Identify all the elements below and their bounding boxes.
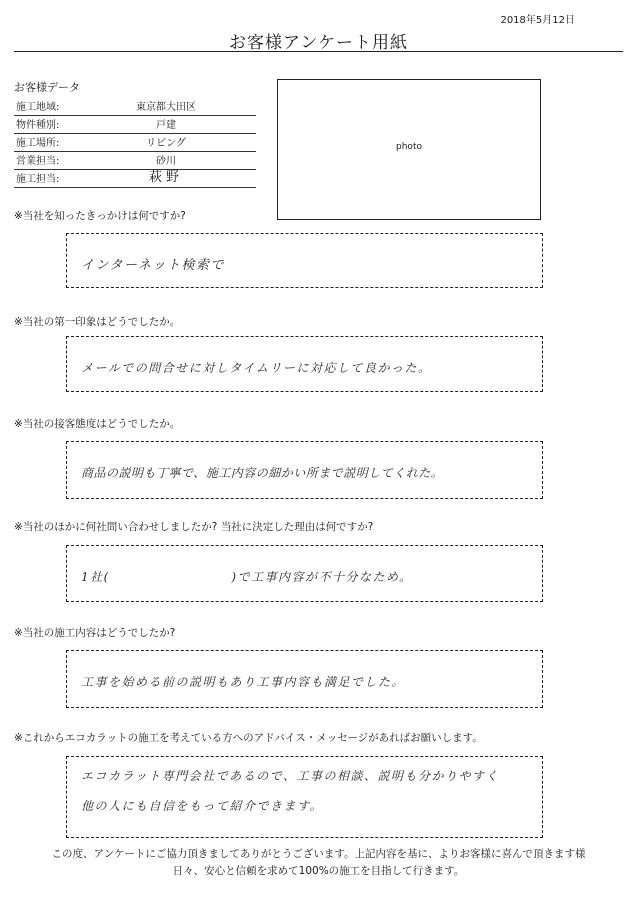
row-value: リビング [146,138,186,149]
footer-line-1: この度、アンケートにご協力頂きましてありがとうございます。上記内容を基に、よりお客様に喜んで頂きます様 [51,848,586,860]
row-value-handwritten: 萩野 [148,170,183,185]
question-1: ※当社を知ったきっかけは何ですか? [14,210,186,222]
question-5: ※当社の施工内容はどうでしたか? [14,627,176,639]
row-value: 砂川 [156,156,176,167]
survey-date: 2018年5月12日 [500,15,575,26]
question-6: ※これからエコカラットの施工を考えている方へのアドバイス・メッセージがあればお願いします。 [14,732,483,744]
answer-box-3 [66,441,543,499]
answer-6-line-1: エコカラット専門会社であるので、工事の相談、説明も分かりやすく [81,769,500,783]
title-underline [14,51,623,52]
customer-data-table [14,98,256,188]
row-label: 物件種別: [16,120,60,131]
answer-box-4 [66,545,543,602]
answer-1: インターネット検索で [81,258,225,273]
row-construction-area [14,98,256,116]
row-label: 営業担当: [16,156,60,167]
answer-box-5 [66,650,543,708]
answer-box-6 [66,756,543,838]
row-value: 戸建 [156,120,176,131]
question-2: ※当社の第一印象はどうでしたか。 [14,316,181,328]
answer-3: 商品の説明も丁寧で、施工内容の細かい所まで説明してくれた。 [81,466,444,480]
customer-data-heading: お客様データ [14,81,80,94]
photo-label: photo [396,142,422,152]
answer-2: メールでの問合せに対しタイムリーに対応して良かった。 [81,361,432,375]
row-property-type [14,116,256,134]
row-label: 施工担当: [16,174,60,185]
row-label: 施工場所: [16,138,60,149]
page-title: お客様アンケート用紙 [229,33,408,53]
answer-box-1 [66,233,543,288]
footer-line-2: 日々、安心と信頼を求めて100%の施工を目指して行きます。 [172,865,465,877]
question-3: ※当社の接客態度はどうでしたか。 [14,418,181,430]
row-value: 東京都大田区 [136,102,196,113]
answer-box-2 [66,336,543,392]
row-label: 施工地域: [16,102,60,113]
question-4: ※当社のほかに何社問い合わせしましたか? 当社に決定した理由は何ですか? [14,521,374,533]
row-construction-staff [14,170,256,188]
footer-message [0,846,637,880]
answer-6-line-2: 他の人にも自信をもって紹介できます。 [81,799,324,813]
answer-4: 1社( )で工事内容が不十分なため。 [81,570,413,584]
row-construction-location [14,134,256,152]
answer-5: 工事を始める前の説明もあり工事内容も満足でした。 [81,675,406,689]
photo-placeholder [277,79,541,220]
